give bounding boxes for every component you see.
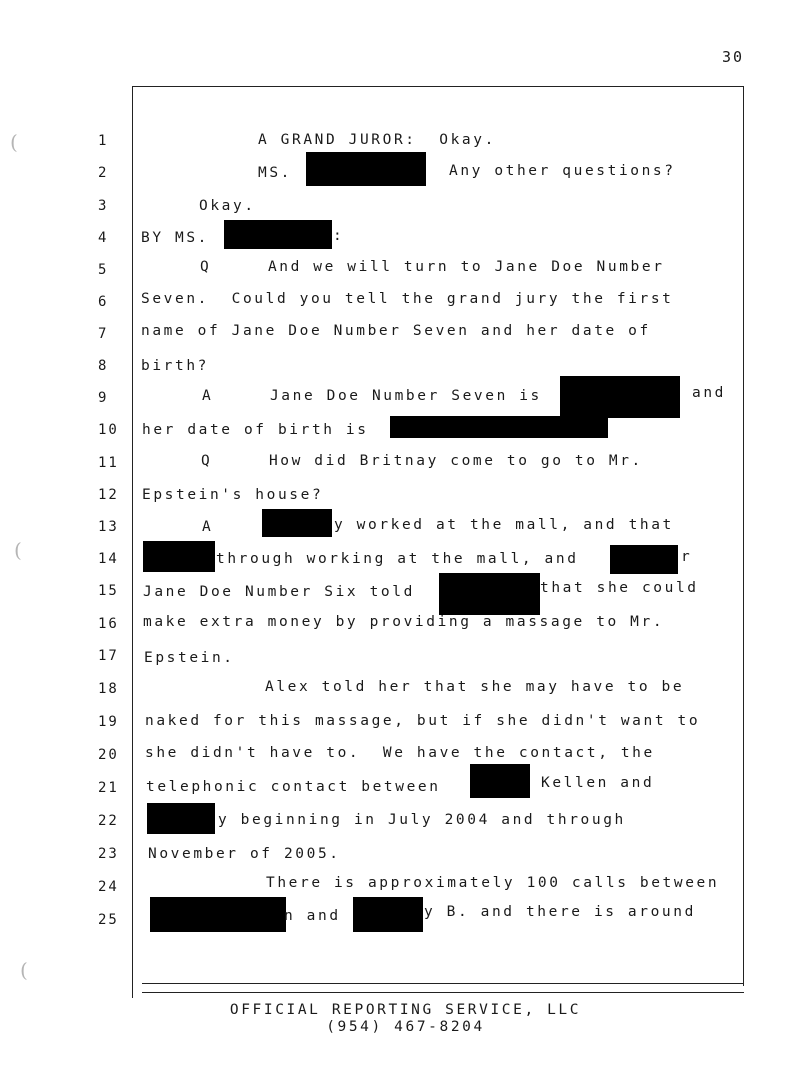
line-number: 20 [98, 747, 119, 763]
transcript-text: Alex told her that she may have to be [265, 679, 685, 695]
redaction-block [390, 416, 608, 438]
transcript-text: A [202, 519, 214, 535]
transcript-text: A GRAND JUROR: Okay. [258, 132, 496, 148]
line-number: 9 [98, 390, 109, 406]
line-number: 18 [98, 681, 119, 697]
line-number: 6 [98, 294, 109, 310]
line-number: 5 [98, 262, 109, 278]
transcript-text: that she could [540, 580, 699, 596]
transcript-text: November of 2005. [148, 846, 341, 862]
transcript-text: name of Jane Doe Number Seven and her date of [141, 323, 651, 339]
transcript-text: Epstein. [144, 650, 235, 666]
transcript-frame-top [132, 86, 744, 87]
line-number: 1 [98, 133, 109, 149]
transcript-text: she didn't have to. We have the contact, the [145, 745, 655, 761]
line-number: 14 [98, 551, 119, 567]
redaction-block [470, 764, 530, 798]
transcript-text: There is approximately 100 calls between [266, 875, 720, 891]
transcript-text: y B. and there is around [424, 904, 696, 920]
transcript-text: MS. [258, 165, 292, 181]
margin-mark: ( [14, 538, 22, 562]
redaction-block [147, 803, 215, 834]
transcript-text: make extra money by providing a massage to Mr. [143, 614, 665, 630]
transcript-text: Okay. [199, 198, 256, 214]
redaction-block [150, 897, 286, 932]
transcript-text: Any other questions? [449, 163, 676, 179]
transcript-text: n and [284, 908, 341, 924]
margin-mark: ( [20, 958, 28, 982]
transcript-frame-bottom [142, 983, 744, 984]
transcript-text: through working at the mall, and [216, 551, 579, 567]
transcript-text: Q How did Britnay come to go to Mr. [201, 453, 643, 469]
redaction-block [560, 376, 680, 418]
transcript-text: BY MS. [141, 230, 209, 246]
transcript-text: : [333, 228, 345, 244]
transcript-text: y beginning in July 2004 and through [218, 812, 626, 828]
line-number: 12 [98, 487, 119, 503]
line-number: 15 [98, 583, 119, 599]
transcript-text: y worked at the mall, and that [334, 517, 674, 533]
transcript-text: A Jane Doe Number Seven is [202, 388, 542, 404]
line-number: 19 [98, 714, 119, 730]
line-number: 25 [98, 912, 119, 928]
redaction-block [224, 220, 332, 249]
redaction-block [262, 509, 332, 537]
redaction-block [353, 897, 423, 932]
line-number: 8 [98, 358, 109, 374]
transcript-frame-right [743, 86, 744, 986]
line-number: 11 [98, 455, 119, 471]
line-number: 21 [98, 780, 119, 796]
line-number: 7 [98, 326, 109, 342]
footer-company: OFFICIAL REPORTING SERVICE, LLC [229, 1002, 582, 1018]
transcript-text: her date of birth is [142, 422, 369, 438]
line-number: 23 [98, 846, 119, 862]
transcript-text: Q And we will turn to Jane Doe Number [200, 259, 665, 275]
line-number: 10 [98, 422, 119, 438]
line-number: 16 [98, 616, 119, 632]
transcript-text: Seven. Could you tell the grand jury the first [141, 291, 674, 307]
transcript-text: and [692, 385, 726, 401]
transcript-text: Jane Doe Number Six told [143, 584, 415, 600]
line-number: 3 [98, 198, 109, 214]
footer-phone: (954) 467-8204 [326, 1019, 485, 1035]
page-number: 30 [722, 48, 745, 66]
transcript-text: birth? [141, 358, 209, 374]
line-number: 4 [98, 230, 109, 246]
transcript-text: telephonic contact between [146, 779, 441, 795]
transcript-text: Epstein's house? [142, 487, 324, 503]
margin-mark: ( [10, 130, 18, 154]
transcript-text: r [681, 549, 693, 565]
redaction-block [610, 545, 678, 574]
line-number: 2 [98, 165, 109, 181]
line-number: 22 [98, 813, 119, 829]
redaction-block [143, 541, 215, 572]
line-number: 13 [98, 519, 119, 535]
transcript-frame-left [132, 86, 133, 998]
line-number: 24 [98, 879, 119, 895]
line-number: 17 [98, 648, 119, 664]
transcript-text: naked for this massage, but if she didn't want to [145, 713, 701, 729]
transcript-text: Kellen and [541, 775, 655, 791]
redaction-block [306, 152, 426, 186]
redaction-block [439, 573, 540, 615]
transcript-frame-bottom-second [142, 992, 744, 993]
